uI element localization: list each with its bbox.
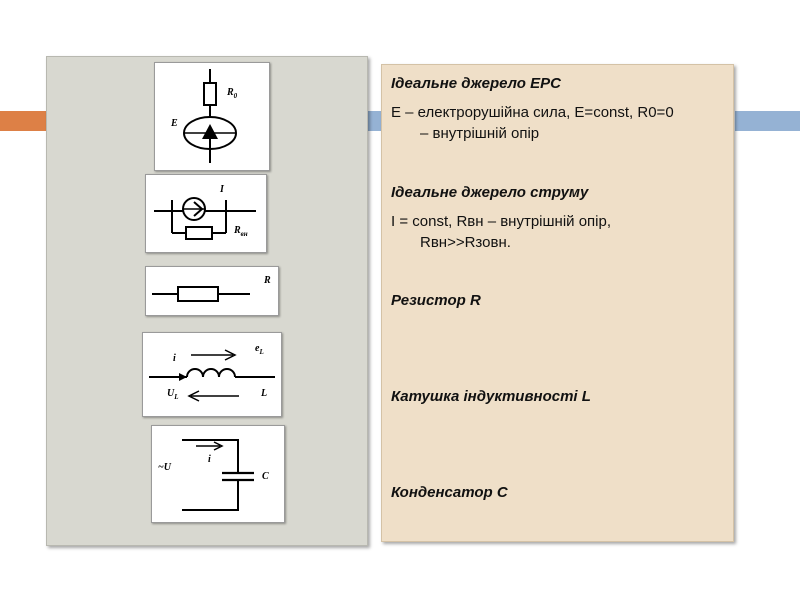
capacitor-u-label: ~U [158, 462, 171, 473]
emf-source-figure [154, 62, 270, 171]
current-source-schematic [146, 175, 266, 252]
emf-source-schematic [155, 63, 269, 170]
figures-panel [46, 56, 368, 546]
current-r-label: $R_{вн}$ [234, 225, 248, 238]
current-source-figure [145, 174, 267, 253]
capacitor-i-label: i [208, 454, 211, 465]
accent-bar-right [735, 111, 800, 131]
resistor-schematic [146, 267, 278, 315]
capacitor-figure [151, 425, 285, 523]
emf-source-title: Ідеальне джерело ЕРС [391, 75, 561, 92]
accent-bar-middle [366, 111, 381, 131]
inductor-u-label: $U_L$ [167, 388, 179, 401]
inductor-figure [142, 332, 282, 417]
capacitor-c-label: C [262, 471, 269, 482]
current-source-title: Ідеальне джерело струму [391, 184, 589, 201]
emf-source-desc-line2: – внутрішній опір [420, 125, 540, 142]
inductor-e-label: $e_L$ [255, 343, 264, 356]
inductor-title: Катушка індуктивності L [391, 388, 591, 405]
accent-bar-left [0, 111, 46, 131]
emf-e-label: E [171, 118, 178, 129]
description-panel [381, 64, 734, 542]
inductor-l-label: L [261, 388, 268, 399]
current-i-label: I [220, 184, 224, 195]
current-source-desc-line2: Rвн>>Rзовн. [420, 234, 511, 251]
emf-r-label: $R_0$ [227, 87, 238, 100]
capacitor-schematic [152, 426, 284, 522]
emf-source-desc-line1: E – електрорушійна сила, E=const, R0=0 [391, 104, 674, 121]
capacitor-title: Конденсатор С [391, 484, 508, 501]
resistor-figure [145, 266, 279, 316]
inductor-i-label: i [173, 353, 176, 364]
resistor-r-label: R [264, 275, 271, 286]
inductor-schematic [143, 333, 281, 416]
resistor-title: Резистор R [391, 292, 481, 309]
current-source-desc-line1: I = const, Rвн – внутрішній опір, [391, 213, 612, 230]
